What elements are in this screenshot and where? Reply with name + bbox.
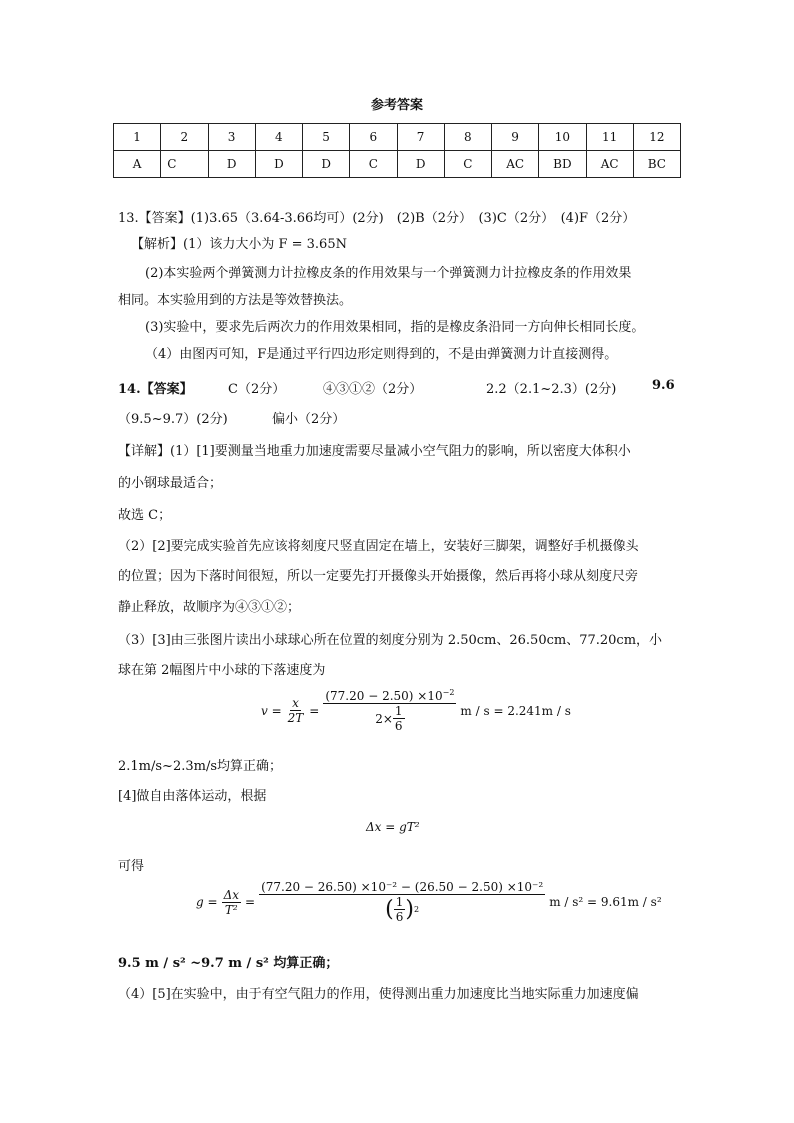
q14-detail-11: 可得 [118,859,145,874]
q13-analysis-4: (3)实验中，要求先后两次力的作用效果相同，指的是橡皮条沿同一方向伸长相同长度。 [145,320,645,335]
eq3-paren-left: ( [385,896,394,922]
q14-answer-label: 14.【答案】 [118,382,193,397]
eq1-den-text: 2× [375,711,393,726]
table-cell: 6 [350,124,397,151]
q14-answer-2: ④③①②（2分） [323,382,423,397]
q14-answer-3: 2.2（2.1~2.3）(2分) [486,382,617,397]
eq3-sixth [394,895,406,924]
table-cell: 9 [492,124,539,151]
q14-detail-10: [4]做自由落体运动，根据 [118,789,267,804]
eq1-frac2-num [323,688,456,704]
table-cell: D [303,151,350,178]
eq3-sixth-num: 1 [395,895,404,909]
table-cell: AC [586,151,633,178]
eq1-sixth-num: 1 [394,704,403,718]
q14-detail-9: 2.1m/s~2.3m/s均算正确； [118,759,282,774]
eq1-fraction-2 [323,688,456,733]
eq1-lhs: v = [261,703,282,718]
eq1-equals: = [309,703,320,718]
table-cell: 12 [633,124,680,151]
q14-detail-4: （2）[2]要完成实验首先应该将刻度尺竖直固定在墙上，安装好三脚架，调整好手机摄像头 [118,539,639,554]
table-cell: 10 [539,124,586,151]
eq3-sixth-den: 6 [395,910,404,924]
table-cell: D [397,151,444,178]
q13-answer-line: 13.【答案】(1)3.65（3.64-3.66均可）(2分) (2)B（2分） (3)C（2分） (4)F（2分） [118,211,636,226]
q13-analysis-2: (2)本实验两个弹簧测力计拉橡皮条的作用效果与一个弹簧测力计拉橡皮条的作用效果 [145,266,632,281]
eq1-sixth-den: 6 [394,719,403,733]
eq3-fraction-2 [259,880,545,924]
table-cell: 2 [161,124,208,151]
q14-detail-12: 9.5 m / s² ~9.7 m / s² 均算正确； [118,956,339,971]
table-cell: 5 [303,124,350,151]
eq1-sixth [393,704,405,733]
eq3-square: 2 [413,905,420,914]
table-cell: 1 [114,124,161,151]
table-cell: C [161,151,208,178]
eq1-frac1-num: x [292,696,299,710]
eq3-frac1-den: T² [224,902,238,917]
q14-answer-5: 偏小（2分） [272,412,346,427]
table-cell: A [114,151,161,178]
table-cell: 4 [255,124,302,151]
eq1-frac1-den: 2T [287,711,304,725]
eq1-exponent: −2 [442,688,455,697]
page-title: 参考答案 [370,98,423,113]
table-cell: C [350,151,397,178]
q14-detail-5: 的位置；因为下落时间很短，所以一定要先打开摄像头开始摄像，然后再将小球从刻度尺旁 [118,569,639,584]
eq3-paren-right: ) [405,896,414,922]
table-cell: BC [633,151,680,178]
q13-analysis-1: 【解析】(1）该力大小为 F = 3.65N [131,237,347,252]
q14-answer-4-range: （9.5~9.7）(2分) [118,412,228,427]
eq1-frac2-den [373,704,406,733]
table-cell: D [208,151,255,178]
eq3-equals: = [245,895,256,909]
q14-detail-2: 的小钢球最适合； [118,476,223,491]
table-cell: BD [539,151,586,178]
q13-analysis-5: （4）由图丙可知，F是通过平行四边形定则得到的，不是由弹簧测力计直接测得。 [145,347,618,362]
table-cell: AC [492,151,539,178]
q14-answer-4: 9.6 [652,378,675,393]
table-row-answers [114,151,681,178]
q13-analysis-3: 相同。本实验用到的方法是等效替换法。 [118,293,353,308]
eq1-fraction-1 [286,696,306,725]
eq3-frac1-num: Δx [223,887,239,902]
q14-detail-13: （4）[5]在实验中，由于有空气阻力的作用，使得测出重力加速度比当地实际重力加速度偏 [118,987,639,1002]
q14-detail-7: （3）[3]由三张图片读出小球球心所在位置的刻度分别为 2.50cm、26.50cm、77.20cm，小 [118,633,663,648]
q14-detail-8: 球在第 2幅图片中小球的下落速度为 [118,663,326,678]
table-cell: 7 [397,124,444,151]
table-cell: C [444,151,491,178]
q14-detail-6: 静止释放，故顺序为④③①②； [118,600,301,615]
eq1-rhs: m / s = 2.241m / s [460,703,571,718]
displacement-equation: Δx = gT² [366,820,420,834]
eq3-rhs: m / s² = 9.61m / s² [549,895,662,909]
table-cell: 11 [586,124,633,151]
table-cell: 8 [444,124,491,151]
q14-answer-1: C（2分） [228,382,286,397]
eq1-frac2-num-text: (77.20 − 2.50) ×10 [325,689,443,703]
answer-table [113,123,681,178]
eq3-frac2-den [383,895,421,924]
gravity-equation [196,880,662,924]
q14-detail-3: 故选 C； [118,508,172,523]
table-cell: 3 [208,124,255,151]
eq3-fraction-1 [222,888,241,917]
q14-detail-1: 【详解】(1）[1]要测量当地重力加速度需要尽量减小空气阻力的影响，所以密度大体积小 [118,444,631,459]
table-cell: D [255,151,302,178]
table-row-numbers [114,124,681,151]
velocity-equation [261,688,571,733]
eq3-frac2-num: (77.20 − 26.50) ×10⁻² − (26.50 − 2.50) ×10⁻² [261,880,544,894]
eq3-lhs: g = [196,895,218,909]
